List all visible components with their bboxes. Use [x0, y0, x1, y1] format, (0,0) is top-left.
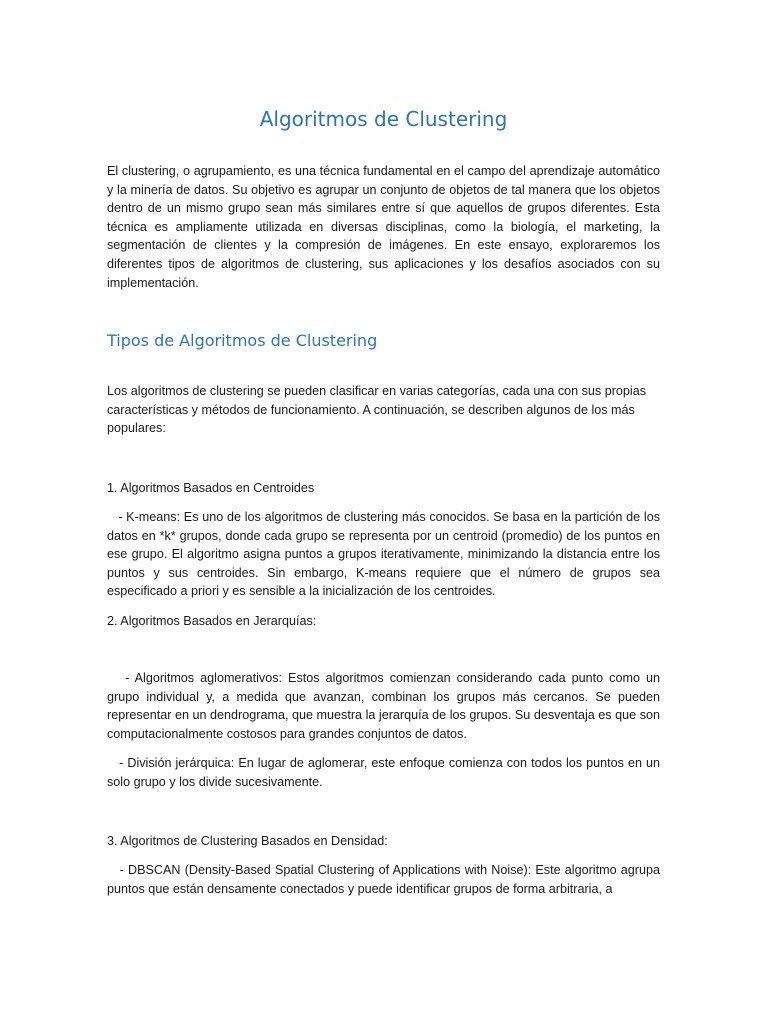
subheading-densidad: 3. Algoritmos de Clustering Basados en Densidad:: [107, 834, 388, 848]
subheading-centroides: 1. Algoritmos Basados en Centroides: [107, 481, 315, 495]
kmeans-paragraph: - K-means: Es uno de los algoritmos de clustering más conocidos. Se basa en la partición de los datos en *k* grupos, donde cada grupo se representa por un centroid (promedio) de los puntos en ese grupo. El algoritmo asigna puntos a grupos iterativamente, minimizando la distancia entre los puntos y sus centroides. Sin embargo, K-means requiere que el número de grupos sea especificado a priori y es sensible a la inicialización de los centroides.: [107, 510, 664, 599]
section-intro-paragraph: Los algoritmos de clustering se pueden clasificar en varias categorías, cada una con sus propias características y métodos de funcionamiento. A continuación, se describen algunos de los más populares:: [107, 384, 647, 436]
intro-paragraph: El clustering, o agrupamiento, es una técnica fundamental en el campo del aprendizaje automático y la minería de datos. Su objetivo es agrupar un conjunto de objetos de tal manera que los objetos dentro de un mismo grupo sean más similares entre sí que aquellos de grupos diferentes. Esta técnica es ampliamente utilizada en diversas disciplinas, como la biología, el marketing, la segmentación de clientes y la compresión de imágenes. En este ensayo, exploraremos los diferentes tipos de algoritmos de clustering, sus aplicaciones y los desafíos asociados con su implementación.: [107, 164, 660, 290]
document-title: Algoritmos de Clustering: [259, 107, 508, 131]
section-heading-tipos: Tipos de Algoritmos de Clustering: [107, 331, 378, 350]
division-jerarquica-paragraph: - División jerárquica: En lugar de aglomerar, este enfoque comienza con todos los puntos en un solo grupo y los divide sucesivamente.: [107, 756, 664, 789]
subheading-jerarquias: 2. Algoritmos Basados en Jerarquías:: [107, 614, 317, 628]
dbscan-paragraph: - DBSCAN (Density-Based Spatial Clustering of Applications with Noise): Este algoritmo agrupa puntos que están densamente conectados y puede identificar grupos de forma arbitraria, a: [107, 863, 664, 896]
aglomerativos-paragraph: - Algoritmos aglomerativos: Estos algoritmos comienzan considerando cada punto como un grupo individual y, a medida que avanzan, combinan los grupos más cercanos. Se pueden representar en un dendrograma, que muestra la jerarquía de los grupos. Su desventaja es que son computacionalmente costosos para grandes conjuntos de datos.: [107, 671, 664, 741]
